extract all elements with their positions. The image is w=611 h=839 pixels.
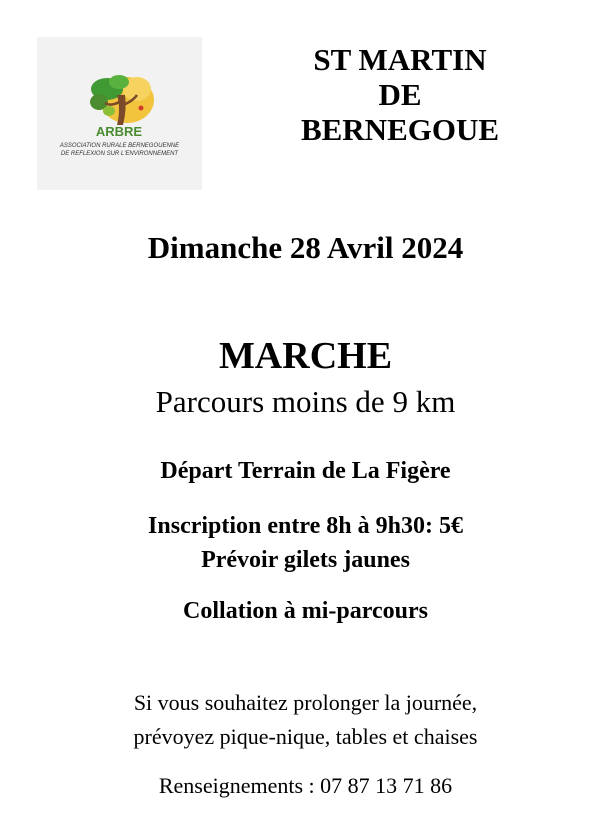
contact-info: Renseignements : 07 87 13 71 86	[158, 773, 453, 798]
town-title	[270, 42, 530, 147]
info-line-1: Si vous souhaitez prolonger la journée,	[133, 690, 478, 715]
gilets-notice: Prévoir gilets jaunes	[201, 547, 410, 573]
town-title-line1: ST MARTIN	[313, 42, 487, 77]
event-distance: Parcours moins de 9 km	[155, 384, 456, 419]
event-date: Dimanche 28 Avril 2024	[147, 230, 464, 265]
logo-subtitle-line2: DE REFLEXION SUR L'ENVIRONNEMENT	[60, 151, 179, 157]
info-line-2: prévoyez pique-nique, tables et chaises	[133, 724, 478, 749]
association-logo	[37, 37, 202, 190]
tree-logo-icon	[37, 37, 202, 190]
collation-notice: Collation à mi-parcours	[183, 598, 428, 624]
inscription-info: Inscription entre 8h à 9h30: 5€	[148, 513, 463, 539]
depart-location: Départ Terrain de La Figère	[160, 458, 451, 484]
event-name: MARCHE	[218, 335, 393, 377]
town-title-line2: DE	[378, 77, 422, 112]
town-title-line3: BERNEGOUE	[300, 112, 500, 147]
logo-wordmark: ARBRE	[95, 124, 143, 139]
logo-subtitle-line1: ASSOCIATION RURALE BERNEGOUENNE	[59, 143, 180, 149]
